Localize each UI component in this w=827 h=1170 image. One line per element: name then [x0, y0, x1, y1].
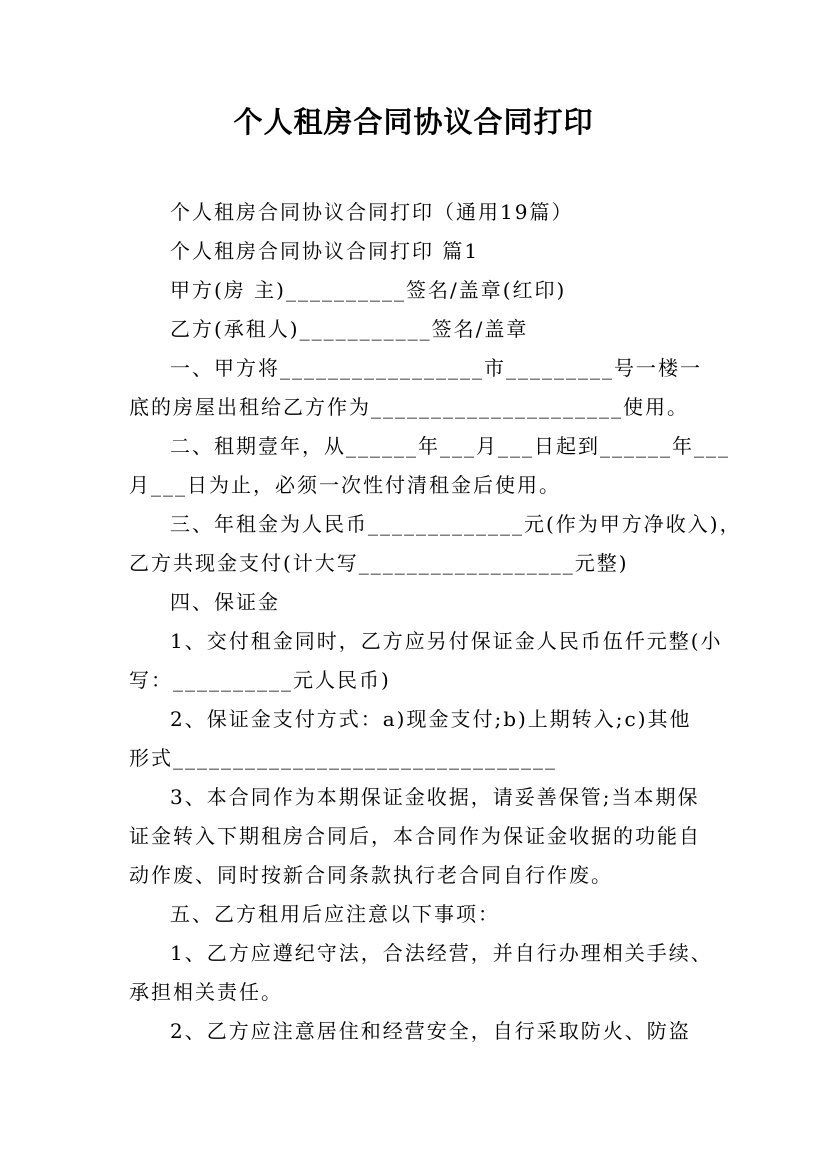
- doc-line-party-b: 乙方(承租人)___________签名/盖章: [170, 317, 529, 341]
- doc-line-clause-2a: 二、租期壹年，从______年___月___日起到______年___: [170, 434, 730, 458]
- doc-line-party-a: 甲方(房 主)__________签名/盖章(红印): [170, 278, 567, 302]
- doc-line-notice-1b: 承担相关责任。: [129, 980, 283, 1004]
- doc-line-deposit-3a: 3、本合同作为本期保证金收据，请妥善保管;当本期保: [170, 785, 700, 809]
- doc-line-deposit-1a: 1、交付租金同时，乙方应另付保证金人民币伍仟元整(小: [170, 629, 723, 653]
- doc-line-clause-3a: 三、年租金为人民币_____________元(作为甲方净收入)，: [170, 512, 742, 536]
- doc-line-notice-1a: 1、乙方应遵纪守法，合法经营，并自行办理相关手续、: [170, 941, 713, 965]
- document-title: 个人租房合同协议合同打印: [233, 105, 594, 139]
- doc-line-clause-1a: 一、甲方将_________________市_________号一楼一: [170, 356, 702, 380]
- doc-line-deposit-2a: 2、保证金支付方式：a)现金支付;b)上期转入;c)其他: [170, 707, 692, 731]
- doc-line-clause-2b: 月___日为止，必须一次性付清租金后使用。: [129, 473, 561, 497]
- doc-line-clause-5-heading: 五、乙方租用后应注意以下事项：: [170, 902, 500, 926]
- doc-line-section-heading: 个人租房合同协议合同打印 篇1: [170, 239, 480, 263]
- doc-line-deposit-1b: 写：__________元人民币): [129, 668, 391, 692]
- doc-line-deposit-2b: 形式________________________________: [129, 746, 557, 770]
- doc-line-notice-2a: 2、乙方应注意居住和经营安全，自行采取防火、防盗: [170, 1019, 691, 1043]
- doc-line-subtitle: 个人租房合同协议合同打印（通用19篇）: [170, 200, 574, 224]
- doc-line-deposit-3c: 动作废、同时按新合同条款执行老合同自行作废。: [129, 863, 613, 887]
- doc-line-clause-4-heading: 四、保证金: [170, 590, 280, 614]
- doc-line-clause-3b: 乙方共现金支付(计大写__________________元整): [129, 551, 629, 575]
- doc-line-deposit-3b: 证金转入下期租房合同后，本合同作为保证金收据的功能自: [129, 824, 701, 848]
- doc-line-clause-1b: 底的房屋出租给乙方作为_____________________使用。: [129, 395, 689, 419]
